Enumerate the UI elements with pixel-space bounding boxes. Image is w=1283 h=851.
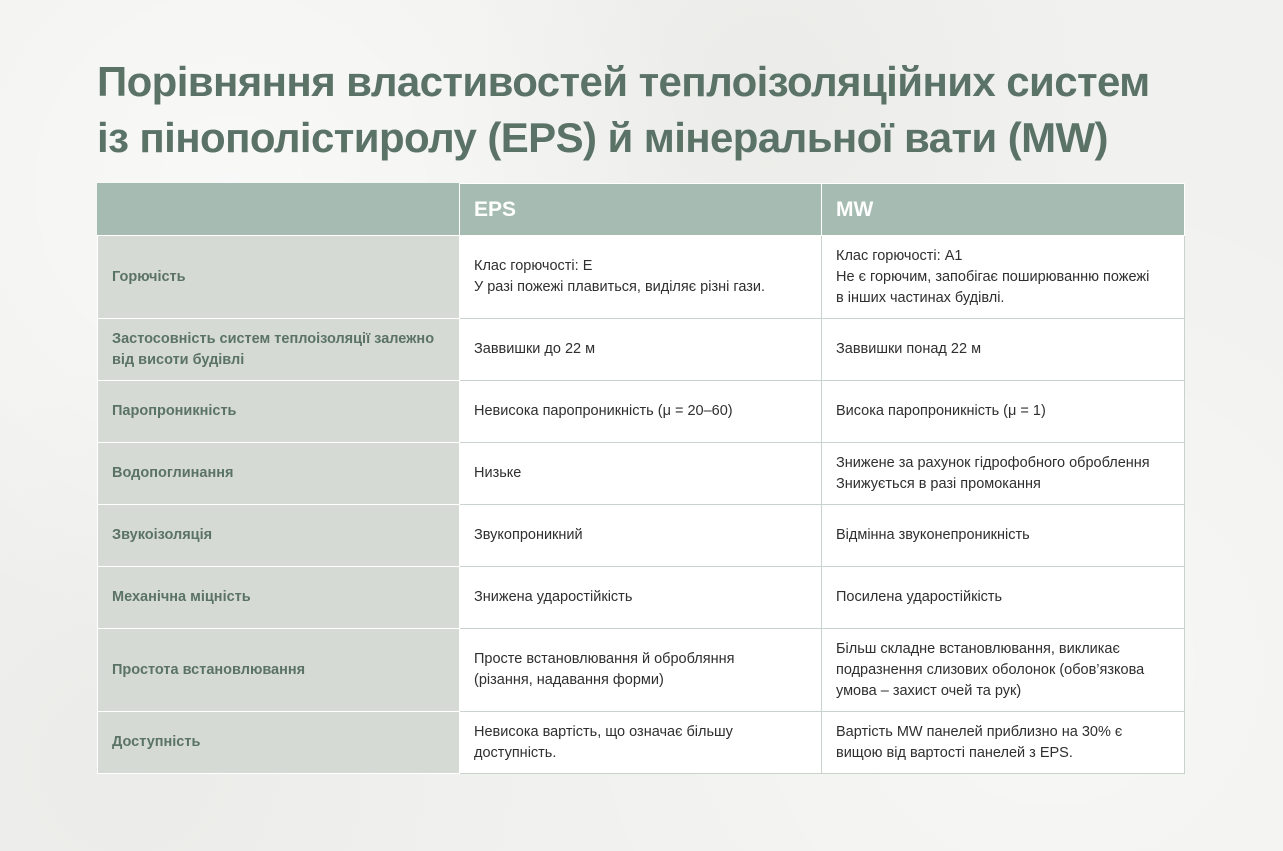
table-row bbox=[98, 629, 1185, 712]
row-label-line: Простота встановлювання bbox=[112, 661, 306, 678]
table-row bbox=[98, 381, 1185, 443]
cell-line: Клас горючості: E bbox=[474, 258, 593, 274]
cell-line: Заввишки понад 22 м bbox=[836, 341, 982, 357]
cell-eps-height-applicability bbox=[460, 319, 822, 381]
cell-mw-sound-insulation bbox=[822, 505, 1185, 567]
cell-line: Не є горючим, запобігає поширюванню пожежі bbox=[836, 268, 1150, 285]
cell-line: Посилена ударостійкість bbox=[836, 589, 1003, 605]
row-label-flammability bbox=[98, 236, 460, 319]
cell-mw-installation bbox=[822, 629, 1185, 712]
cell-line: вищою від вартості панелей з EPS. bbox=[836, 744, 1073, 761]
table-header-row bbox=[98, 184, 1185, 236]
row-label-line: Паропроникність bbox=[112, 403, 237, 419]
cell-line: подразнення слизових оболонок (обов’язкова bbox=[836, 661, 1145, 678]
header-eps: EPS bbox=[460, 184, 822, 236]
row-label-line: Доступність bbox=[112, 734, 201, 750]
row-label-height-applicability bbox=[98, 319, 460, 381]
row-label-line: Застосовність систем теплоізоляції залежно bbox=[112, 330, 435, 347]
cell-line: Висока паропроникність (μ = 1) bbox=[836, 403, 1046, 419]
row-label-sound-insulation bbox=[98, 505, 460, 567]
cell-line: в інших частинах будівлі. bbox=[836, 289, 1005, 306]
header-mw: MW bbox=[822, 184, 1185, 236]
cell-line: Невисока паропроникність (μ = 20–60) bbox=[474, 403, 733, 419]
cell-mw-vapor-permeability bbox=[822, 381, 1185, 443]
header-empty-cell bbox=[98, 184, 460, 236]
cell-line: Знижена ударостійкість bbox=[474, 589, 633, 605]
row-label-line: Звукоізоляція bbox=[112, 527, 213, 543]
row-label-mechanical-strength bbox=[98, 567, 460, 629]
cell-mw-mechanical-strength bbox=[822, 567, 1185, 629]
page-title bbox=[97, 54, 1217, 166]
cell-line: Знижується в разі промокання bbox=[836, 475, 1041, 492]
page-title-line-2: із пінополістиролу (EPS) й мінеральної вати (MW) bbox=[97, 114, 1108, 161]
row-label-line: Водопоглинання bbox=[112, 465, 234, 481]
cell-line: Більш складне встановлювання, викликає bbox=[836, 640, 1120, 657]
table-row bbox=[98, 712, 1185, 774]
cell-eps-vapor-permeability bbox=[460, 381, 822, 443]
row-label-installation bbox=[98, 629, 460, 712]
cell-eps-installation bbox=[460, 629, 822, 712]
cell-line: (різання, надавання форми) bbox=[474, 672, 664, 688]
cell-mw-water-absorption bbox=[822, 443, 1185, 505]
table-row bbox=[98, 319, 1185, 381]
cell-line: Знижене за рахунок гідрофобного оброблення bbox=[836, 454, 1150, 471]
cell-line: Вартість MW панелей приблизно на 30% є bbox=[836, 723, 1123, 740]
cell-line: Відмінна звуконепроникність bbox=[836, 527, 1030, 543]
row-label-line: Горючість bbox=[112, 268, 186, 285]
row-label-water-absorption bbox=[98, 443, 460, 505]
page-title-line-1: Порівняння властивостей теплоізоляційних систем bbox=[97, 58, 1150, 105]
row-label-affordability bbox=[98, 712, 460, 774]
cell-eps-sound-insulation bbox=[460, 505, 822, 567]
cell-line: Заввишки до 22 м bbox=[474, 341, 596, 357]
cell-line: У разі пожежі плавиться, виділяє різні гази. bbox=[474, 279, 766, 295]
cell-line: доступність. bbox=[474, 744, 557, 761]
cell-line: Звукопроникний bbox=[474, 527, 583, 543]
row-label-vapor-permeability bbox=[98, 381, 460, 443]
cell-line: Просте встановлювання й обробляння bbox=[474, 651, 735, 667]
cell-eps-affordability bbox=[460, 712, 822, 774]
cell-line: умова – захист очей та рук) bbox=[836, 682, 1022, 699]
cell-eps-mechanical-strength bbox=[460, 567, 822, 629]
cell-mw-flammability bbox=[822, 236, 1185, 319]
cell-eps-flammability bbox=[460, 236, 822, 319]
comparison-table bbox=[97, 183, 1185, 774]
cell-line: Клас горючості: A1 bbox=[836, 247, 963, 264]
cell-line: Невисока вартість, що означає більшу bbox=[474, 723, 733, 740]
row-label-line: від висоти будівлі bbox=[112, 351, 245, 368]
cell-line: Низьке bbox=[474, 465, 522, 481]
cell-mw-affordability bbox=[822, 712, 1185, 774]
cell-eps-water-absorption bbox=[460, 443, 822, 505]
table-row bbox=[98, 443, 1185, 505]
table-row bbox=[98, 567, 1185, 629]
row-label-line: Механічна міцність bbox=[112, 589, 251, 605]
table-row bbox=[98, 505, 1185, 567]
cell-mw-height-applicability bbox=[822, 319, 1185, 381]
table-row bbox=[98, 236, 1185, 319]
